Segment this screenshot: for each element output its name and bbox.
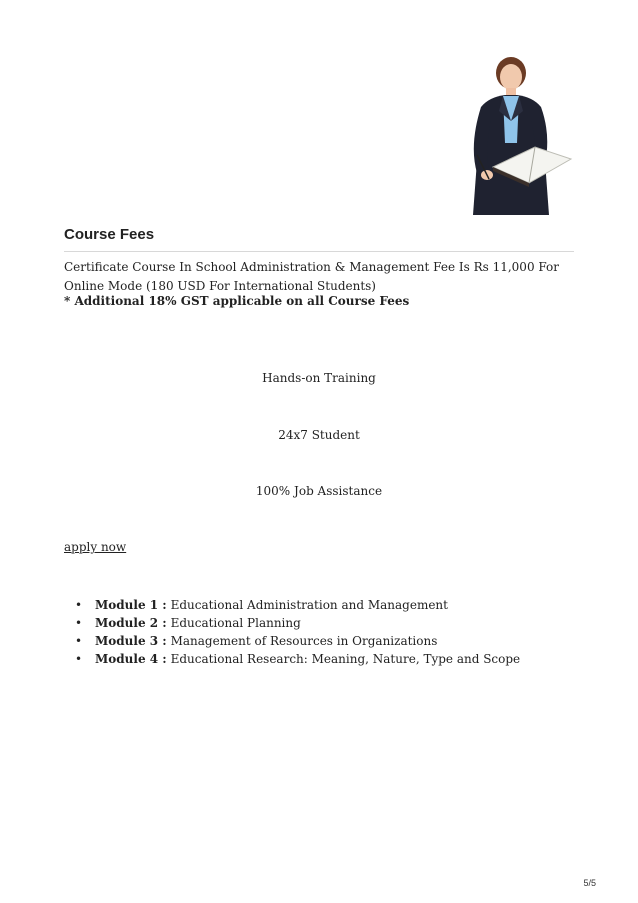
gst-note: * Additional 18% GST applicable on all Course Fees (64, 294, 410, 308)
feature-student-support: 24x7 Student (278, 428, 360, 442)
feature-job-assistance: 100% Job Assistance (255, 484, 383, 498)
section-divider (64, 251, 574, 252)
module-label: Module 4 : (95, 652, 167, 666)
module-item (72, 596, 520, 614)
module-label: Module 2 : (95, 616, 167, 630)
module-title: Management of Resources in Organizations (170, 634, 438, 648)
bullet-icon: • (75, 634, 83, 648)
page-number: 5/5 (583, 878, 596, 888)
teacher-illustration (459, 55, 579, 215)
apply-now-link[interactable]: apply now (64, 540, 127, 554)
bullet-icon: • (75, 652, 83, 666)
module-label: Module 1 : (95, 598, 167, 612)
module-item (72, 632, 520, 650)
module-title: Educational Research: Meaning, Nature, Type and Scope (170, 652, 521, 666)
module-label: Module 3 : (95, 634, 167, 648)
module-list (72, 596, 520, 668)
course-fee-description: Certificate Course In School Administration & Management Fee Is Rs 11,000 For Online Mode (180 USD For International Students) (64, 260, 560, 293)
module-title: Educational Planning (170, 616, 301, 630)
bullet-icon: • (75, 616, 83, 630)
module-title: Educational Administration and Management (170, 598, 448, 612)
feature-hands-on-training: Hands-on Training (262, 371, 376, 385)
course-fees-heading: Course Fees (64, 226, 155, 243)
module-item (72, 650, 520, 668)
module-item (72, 614, 520, 632)
teacher-photo (459, 55, 579, 215)
bullet-icon: • (75, 598, 83, 612)
